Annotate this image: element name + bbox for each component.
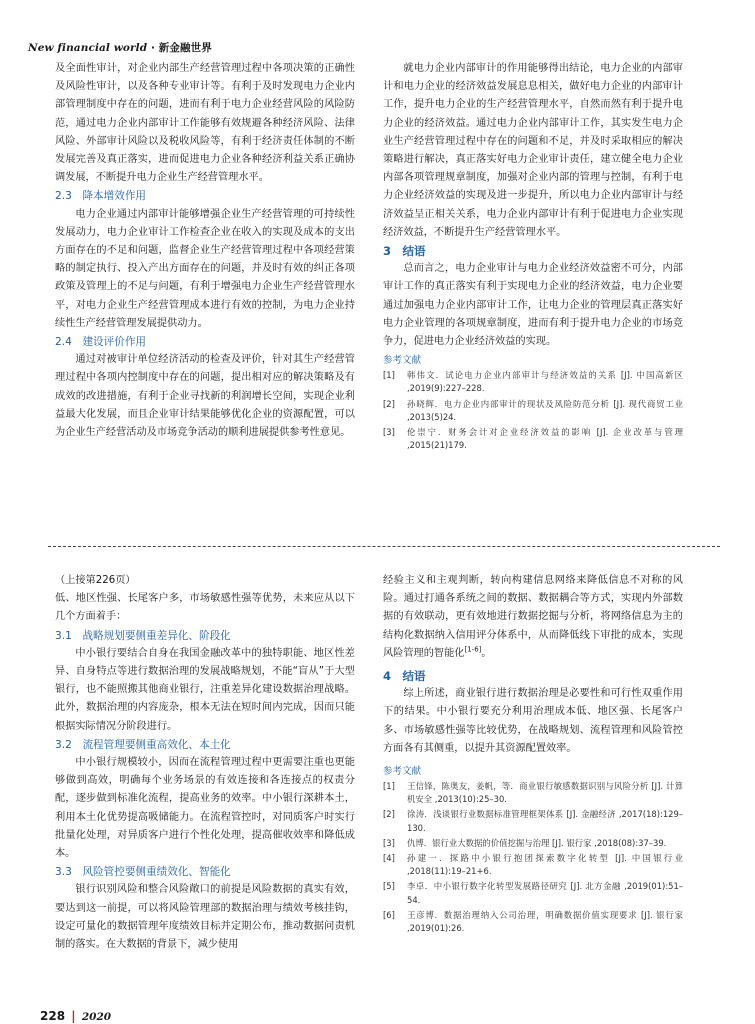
article-divider: [48, 546, 720, 547]
reference-item: [1] 王信锋，陈奥友，姜帆，等．商业银行敏感数据识别与风险分析 [J]. 计算机安全 ,2013(10):25–30.: [383, 781, 683, 805]
section-heading-4: 4 结语: [383, 669, 426, 684]
bottom-right-column: [383, 572, 683, 937]
references-heading: 参考文献: [383, 355, 422, 367]
paragraph: 电力企业通过内部审计能够增强企业生产经营管理的可持续性发展动力，电力企业审计工作检查企业在收入的实现及成本的支出方面存在的不足和问题，监督企业生产经营管理过程中各项经营策略的制定执行、投入产出方面存在的问题，并及时有效的纠正各项政策及管理上的不足与问题，有利于增强电力企业生产经营管理水平，对电力企业生产经营管理成本进行有效的控制，为电力企业持续性生产经营管理发展提供动力。: [55, 208, 355, 329]
citation-superscript: [1-6]: [464, 645, 482, 654]
paragraph: 总而言之，电力企业审计与电力企业经济效益密不可分，内部审计工作的真正落实有利于实现电力企业的经济效益，电力企业要通过加强电力企业内部审计工作，让电力企业的管理层真正落实好电力企业管理的各项规章制度，进而有利于提升电力企业的市场竞争力，促进电力企业经济效益的实现。: [383, 263, 683, 348]
section-heading-3: 3 结语: [383, 244, 426, 259]
header-separator: ·: [147, 42, 159, 54]
section-heading-2-3: 2.3 降本增效作用: [55, 190, 147, 203]
section-heading-2-4: 2.4 建设评价作用: [55, 336, 147, 349]
reference-item: [3] 仇博．银行业大数据的价值挖掘与治理 [J]. 银行家 ,2018(08):37–39.: [383, 837, 667, 848]
references-heading: 参考文献: [383, 766, 422, 778]
section-heading-3-2: 3.2 流程管理要侧重高效化、本土化: [55, 738, 231, 751]
reference-item: [2] 徐涛．浅谈银行业数据标准管理框架体系 [J]. 金融经济 ,2017(18):129–130.: [383, 809, 683, 833]
reference-item: [6] 王彦博．数据治理纳入公司治理，明确数据价值实现要求 [J]. 银行家 ,2019(01):26.: [383, 909, 683, 934]
paragraph: 就电力企业内部审计的作用能够得出结论，电力企业的内部审计和电力企业的经济效益发展息息相关，做好电力企业的内部审计工作，提升电力企业的生产经营管理水平，自然而然有利于提升电力企业的经济效益。通过电力企业内部审计工作，其实发生电力企业生产经营管理过程中存在的问题和不足，并及时采取相应的解决策略进行解决，真正落实好电力企业审计责任，建立健全电力企业内部各项管理规章制度，加强对企业内部的管理与控制，有利于电力企业经济效益的实现及进一步提升，所以电力企业内部审计与经济效益呈正相关关系，电力企业内部审计有利于促进电力企业实现经济效益，不断提升生产经营管理水平。: [383, 63, 683, 238]
page-footer: [40, 1009, 111, 1023]
paragraph: 经验主义和主观判断，转向构建信息网络来降低信息不对称的风险。通过打通各系统之间的数据、数据耦合等方式，实现内外部数据的有效联动，更有效地进行数据挖掘与分析，将网络信息为主的结构化数据纳入信用评分体系中，从而降低线下审批的成本，实现风险管理的智能化[1-6]。: [383, 575, 683, 659]
reference-item: [5] 李卓．中小银行数字化转型发展路径研究 [J]. 北方金融 ,2019(01):51–54.: [383, 881, 683, 905]
paragraph: 中小银行规模较小，因而在流程管理过程中更需要注重也更能够做到高效，明确每个业务场景的有效连接和各连接点的权责分配，逐步做到标准化流程，提高业务的效率。中小银行深耕本土，利用本土化优势提高吸储能力。在流程管控时，对同质客户时实行批量化处理，对异质客户进行个性化处理，提高催收效率和降低成本。: [55, 757, 355, 860]
top-left-column: [55, 60, 355, 442]
bottom-left-column: [55, 572, 355, 954]
top-right-column: [383, 60, 683, 454]
paragraph: 及全面性审计，对企业内部生产经营管理过程中各项决策的正确性及风险性审计，以及各种专业审计等。有利于及时发现电力企业内部管理制度中存在的问题，进而有利于电力企业经营风险的风险防范，通过电力企业内部审计工作能够有效规避各种经济风险、法律风险、外部审计风险以及税收风险等，有利于经济责任体制的不断发展完善及真正落实，进而促进电力企业各种经济利益关系正确协调发展，不断提升电力企业生产经营管理水平。: [55, 63, 355, 184]
paragraph: 银行识别风险和整合风险敞口的前提是风险数据的真实有效，要达到这一前提，可以将风险管理部的数据治理与绩效考核挂钩，设定可量化的数据管理年度绩效目标并定期公布，推动数据问责机制的落实。在大数据的背景下，减少使用: [55, 884, 355, 951]
footer-separator: |: [71, 1009, 76, 1023]
journal-title-en: New financial world: [28, 42, 148, 54]
reference-item: [2] 孙晓辉．电力企业内部审计的现状及风险防范分析 [J]. 现代商贸工业 ,2013(5)24.: [383, 398, 683, 422]
section-heading-3-3: 3.3 风险管控要侧重绩效化、智能化: [55, 866, 231, 879]
page-number: 228: [40, 1009, 66, 1023]
journal-title-cn: 新金融世界: [158, 42, 212, 54]
paragraph: 通过对被审计单位经济活动的检查及评价，针对其生产经营管理过程中各项内控制度中存在的问题，提出相对应的解决策略及有成效的改进措施，有利于企业寻找新的利润增长空间，实现企业利益最大化发展，而且企业审计结果能够优化企业的资源配置，可以为企业生产经营活动及市场竞争活动的顺利进展提供参考性意见。: [55, 354, 355, 439]
reference-item: [1] 韩伟文．试论电力企业内部审计与经济效益的关系 [J]. 中国高新区 ,2019(9):227–228.: [383, 370, 683, 394]
paragraph: 综上所述，商业银行进行数据治理是必要性和可行性双重作用下的结果。中小银行要充分利用治理成本低、地区强、长尾客户多、市场敏感性强等比较优势，在战略规划、流程管理和风险管控方面各有其侧重，以提升其资源配置效率。: [383, 688, 683, 754]
continued-note: （上接第226页）: [55, 575, 136, 586]
paragraph: 中小银行要结合自身在我国金融改革中的独特职能、地区性差异、自身特点等进行数据治理的发展战略规划，不能“盲从”于大型银行，也不能照搬其他商业银行，注重差异化建设数据治理战略。此外，数据治理的内容庞杂，根本无法在短时间内完成，因而只能根据实际情况分阶段进行。: [55, 647, 355, 732]
paragraph: 低、地区性强、长尾客户多，市场敏感性强等优势，未来应从以下几个方面着手：: [55, 593, 355, 623]
reference-item: [4] 孙建一．探路中小银行抱团探索数字化转型 [J]. 中国银行业 ,2018(11):19–21+6.: [383, 853, 683, 877]
reference-item: [3] 伦崇宁．财务会计对企业经济效益的影响 [J]. 企业改革与管理 ,2015(21)179.: [383, 427, 683, 451]
section-heading-3-1: 3.1 战略规划要侧重差异化、阶段化: [55, 629, 231, 642]
page-header: [28, 40, 212, 55]
issue-year: 2020: [81, 1011, 112, 1023]
